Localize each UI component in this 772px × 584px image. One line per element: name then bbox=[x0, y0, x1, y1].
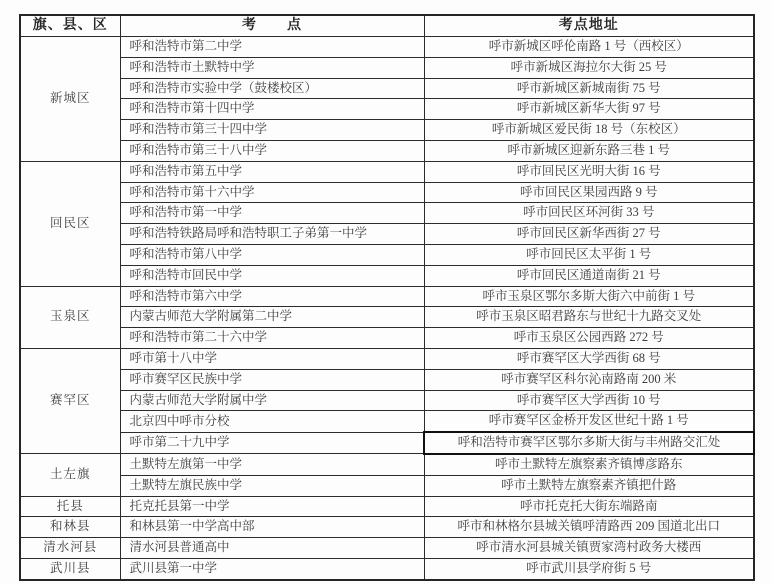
address-cell: 呼市回民区果园西路 9 号 bbox=[424, 182, 754, 203]
table-row bbox=[20, 203, 754, 224]
site-cell: 土默特左旗第一中学 bbox=[120, 454, 424, 475]
site-cell: 武川县第一中学 bbox=[120, 558, 424, 579]
site-cell: 呼市赛罕区民族中学 bbox=[120, 369, 424, 390]
exam-sites-table bbox=[19, 14, 755, 581]
site-cell: 呼和浩特市实验中学（鼓楼校区） bbox=[120, 78, 424, 99]
site-cell: 呼和浩特铁路局呼和浩特职工子弟第一中学 bbox=[120, 224, 424, 245]
site-cell: 清水河县普通高中 bbox=[120, 538, 424, 559]
address-cell: 呼市赛罕区大学西街 10 号 bbox=[424, 390, 754, 411]
site-cell: 呼和浩特市第三十四中学 bbox=[120, 120, 424, 141]
address-cell: 呼市玉泉区鄂尔多斯大街六中前街 1 号 bbox=[424, 286, 754, 307]
district-cell: 玉泉区 bbox=[20, 286, 120, 348]
address-cell: 呼市玉泉区公园西路 272 号 bbox=[424, 328, 754, 349]
address-cell: 呼市回民区环河街 33 号 bbox=[424, 203, 754, 224]
site-cell: 北京四中呼市分校 bbox=[120, 411, 424, 432]
table-row bbox=[20, 390, 754, 411]
district-cell: 土左旗 bbox=[20, 454, 120, 496]
table-row bbox=[20, 99, 754, 120]
site-cell: 呼和浩特市第八中学 bbox=[120, 244, 424, 265]
table-row bbox=[20, 411, 754, 432]
address-cell: 呼市回民区新华西街 27 号 bbox=[424, 224, 754, 245]
header-address: 考点地址 bbox=[424, 15, 754, 37]
header-site: 考 点 bbox=[120, 15, 424, 37]
address-cell: 呼市玉泉区昭君路东与世纪十九路交叉处 bbox=[424, 307, 754, 328]
address-cell: 呼市回民区通道南街 21 号 bbox=[424, 265, 754, 286]
address-cell: 呼市赛罕区金桥开发区世纪十路 1 号 bbox=[424, 411, 754, 432]
table-row bbox=[20, 432, 754, 454]
site-cell: 呼和浩特市第十六中学 bbox=[120, 182, 424, 203]
site-cell: 内蒙古师范大学附属第二中学 bbox=[120, 307, 424, 328]
table-row bbox=[20, 161, 754, 182]
address-cell: 呼市和林格尔县城关镇呼清路西 209 国道北出口 bbox=[424, 517, 754, 538]
table-row bbox=[20, 558, 754, 579]
address-cell: 呼市回民区光明大街 16 号 bbox=[424, 161, 754, 182]
table-row bbox=[20, 244, 754, 265]
table-row bbox=[20, 37, 754, 58]
site-cell: 呼市第十八中学 bbox=[120, 348, 424, 369]
site-cell: 托克托县第一中学 bbox=[120, 496, 424, 517]
site-cell: 呼和浩特市第二十六中学 bbox=[120, 328, 424, 349]
site-cell: 呼和浩特市第一中学 bbox=[120, 203, 424, 224]
table-row bbox=[20, 475, 754, 496]
site-cell: 呼和浩特市第二中学 bbox=[120, 37, 424, 58]
address-cell: 呼市土默特左旗察素齐镇博彦路东 bbox=[424, 454, 754, 475]
table-row bbox=[20, 182, 754, 203]
site-cell: 内蒙古师范大学附属中学 bbox=[120, 390, 424, 411]
table-row bbox=[20, 328, 754, 349]
address-cell: 呼市托克托大街东端路南 bbox=[424, 496, 754, 517]
table-row bbox=[20, 369, 754, 390]
address-cell: 呼市新城区迎新东路三巷 1 号 bbox=[424, 140, 754, 161]
table-row bbox=[20, 286, 754, 307]
address-cell: 呼市赛罕区科尔沁南路南 200 米 bbox=[424, 369, 754, 390]
table-row bbox=[20, 538, 754, 559]
table-row bbox=[20, 78, 754, 99]
site-cell: 呼市第二十九中学 bbox=[120, 432, 424, 454]
table-row bbox=[20, 140, 754, 161]
district-cell: 回民区 bbox=[20, 161, 120, 286]
address-cell: 呼市新城区呼伦南路 1 号（西校区） bbox=[424, 37, 754, 58]
header-row bbox=[20, 15, 754, 37]
table-row bbox=[20, 120, 754, 141]
table-row bbox=[20, 454, 754, 475]
table-row bbox=[20, 348, 754, 369]
site-cell: 土默特左旗民族中学 bbox=[120, 475, 424, 496]
address-cell: 呼市新城区新华大街 97 号 bbox=[424, 99, 754, 120]
address-cell: 呼市武川县学府街 5 号 bbox=[424, 558, 754, 579]
district-cell: 武川县 bbox=[20, 558, 120, 579]
district-cell: 清水河县 bbox=[20, 538, 120, 559]
address-cell: 呼和浩特市赛罕区鄂尔多斯大街与丰州路交汇处 bbox=[424, 432, 754, 454]
district-cell: 和林县 bbox=[20, 517, 120, 538]
table-row bbox=[20, 517, 754, 538]
table-row bbox=[20, 57, 754, 78]
site-cell: 呼和浩特市第六中学 bbox=[120, 286, 424, 307]
table-row bbox=[20, 307, 754, 328]
district-cell: 赛罕区 bbox=[20, 348, 120, 453]
site-cell: 呼和浩特市第十四中学 bbox=[120, 99, 424, 120]
district-cell: 新城区 bbox=[20, 37, 120, 162]
site-cell: 呼和浩特市第三十八中学 bbox=[120, 140, 424, 161]
site-cell: 呼和浩特市回民中学 bbox=[120, 265, 424, 286]
table-row bbox=[20, 224, 754, 245]
address-cell: 呼市赛罕区大学西街 68 号 bbox=[424, 348, 754, 369]
site-cell: 和林县第一中学高中部 bbox=[120, 517, 424, 538]
table-row bbox=[20, 496, 754, 517]
district-cell: 托县 bbox=[20, 496, 120, 517]
address-cell: 呼市新城区爱民街 18 号（东校区） bbox=[424, 120, 754, 141]
address-cell: 呼市清水河县城关镇贾家湾村政务大楼西 bbox=[424, 538, 754, 559]
address-cell: 呼市新城区新城南街 75 号 bbox=[424, 78, 754, 99]
address-cell: 呼市土默特左旗察素齐镇把什路 bbox=[424, 475, 754, 496]
table-row bbox=[20, 265, 754, 286]
site-cell: 呼和浩特市第五中学 bbox=[120, 161, 424, 182]
address-cell: 呼市回民区太平街 1 号 bbox=[424, 244, 754, 265]
site-cell: 呼和浩特市土默特中学 bbox=[120, 57, 424, 78]
header-district: 旗、县、区 bbox=[20, 15, 120, 37]
address-cell: 呼市新城区海拉尔大街 25 号 bbox=[424, 57, 754, 78]
